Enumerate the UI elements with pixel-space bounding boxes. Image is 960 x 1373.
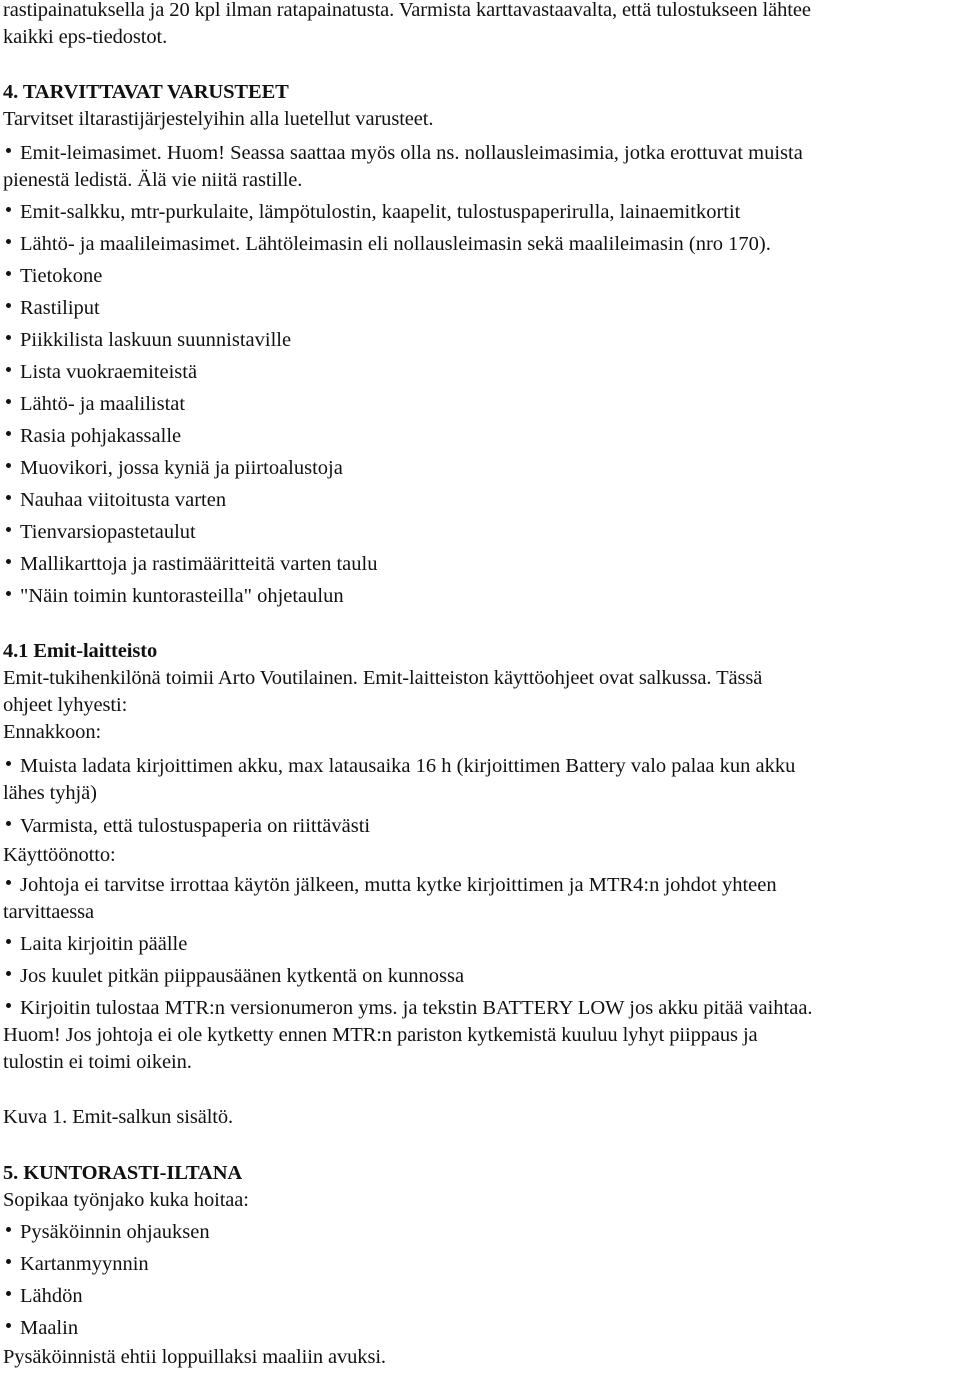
- paragraph-line: ohjeet lyhyesti:: [3, 694, 128, 716]
- list-item: "Näin toimin kuntorasteilla" ohjetaulun: [20, 585, 344, 607]
- list-item: Piikkilista laskuun suunnistaville: [20, 329, 292, 351]
- bullet-icon: [3, 455, 19, 481]
- list-item: Varmista, että tulostuspaperia on riittävästi: [20, 815, 371, 837]
- list-item: Laita kirjoitin päälle: [20, 933, 188, 955]
- list-item: Muovikori, jossa kyniä ja piirtoalustoja: [20, 457, 343, 479]
- bullet-icon: [3, 263, 19, 289]
- bullet-icon: [3, 813, 19, 839]
- bullet-icon: [3, 1251, 19, 1277]
- bullet-icon: [3, 1219, 19, 1245]
- list-item: Lähtö- ja maalileimasimet. Lähtöleimasin eli nollausleimasin sekä maalileimasin (nro 170).: [20, 233, 771, 255]
- list-item-continuation: lähes tyhjä): [3, 782, 97, 804]
- bullet-icon: [3, 295, 19, 321]
- list-item: Lähdön: [20, 1285, 83, 1307]
- list-item: Maalin: [20, 1317, 79, 1339]
- paragraph-line: rastipainatuksella ja 20 kpl ilman ratapainatusta. Varmista karttavastaavalta, että tulostukseen lähtee: [3, 0, 811, 21]
- bullet-icon: [3, 872, 19, 898]
- list-item: Kartanmyynnin: [20, 1253, 149, 1275]
- paragraph-line: tulostin ei toimi oikein.: [3, 1051, 192, 1073]
- list-item: Kirjoitin tulostaa MTR:n versionumeron yms. ja tekstin BATTERY LOW jos akku pitää vaihtaa.: [20, 997, 813, 1019]
- list-item: Johtoja ei tarvitse irrottaa käytön jälkeen, mutta kytke kirjoittimen ja MTR4:n johdot yhteen: [20, 874, 777, 896]
- bullet-icon: [3, 359, 19, 385]
- list-item-continuation: pienestä ledistä. Älä vie niitä rastille.: [3, 169, 303, 191]
- list-item: Muista ladata kirjoittimen akku, max latausaika 16 h (kirjoittimen Battery valo palaa kun akku: [20, 755, 796, 777]
- bullet-icon: [3, 931, 19, 957]
- paragraph-line: Pysäköinnistä ehtii loppuillaksi maaliin avuksi.: [3, 1346, 386, 1368]
- figure-caption: Kuva 1. Emit-salkun sisältö.: [3, 1106, 234, 1128]
- paragraph-line: Huom! Jos johtoja ei ole kytketty ennen MTR:n pariston kytkemistä kuuluu lyhyt piippaus ja: [3, 1024, 758, 1046]
- bullet-icon: [3, 519, 19, 545]
- list-item: Emit-salkku, mtr-purkulaite, lämpötulostin, kaapelit, tulostuspaperirulla, lainaemitkortit: [20, 201, 741, 223]
- bullet-icon: [3, 391, 19, 417]
- list-item: Rasia pohjakassalle: [20, 425, 182, 447]
- bullet-icon: [3, 1315, 19, 1341]
- list-item-continuation: tarvittaessa: [3, 901, 95, 923]
- list-item: Pysäköinnin ohjauksen: [20, 1221, 210, 1243]
- bullet-icon: [3, 231, 19, 257]
- section-intro: Tarvitset iltarastijärjestelyihin alla luetellut varusteet.: [3, 108, 434, 130]
- bullet-icon: [3, 140, 19, 166]
- list-item: Lähtö- ja maalilistat: [20, 393, 186, 415]
- list-item: Mallikarttoja ja rastimääritteitä varten taulu: [20, 553, 378, 575]
- bullet-icon: [3, 1283, 19, 1309]
- bullet-icon: [3, 199, 19, 225]
- section-heading-4-1: 4.1 Emit-laitteisto: [3, 640, 158, 662]
- list-item: Tietokone: [20, 265, 103, 287]
- subheading-ennakkoon: Ennakkoon:: [3, 721, 102, 743]
- list-item: Tienvarsiopastetaulut: [20, 521, 196, 543]
- list-item: Rastiliput: [20, 297, 100, 319]
- bullet-icon: [3, 327, 19, 353]
- paragraph-line: kaikki eps-tiedostot.: [3, 26, 168, 48]
- bullet-icon: [3, 423, 19, 449]
- subheading-kayttoonotto: Käyttöönotto:: [3, 844, 116, 866]
- section-intro: Sopikaa työnjako kuka hoitaa:: [3, 1189, 249, 1211]
- section-heading-4: 4. TARVITTAVAT VARUSTEET: [3, 81, 289, 103]
- list-item: Jos kuulet pitkän piippausäänen kytkentä on kunnossa: [20, 965, 465, 987]
- bullet-icon: [3, 551, 19, 577]
- bullet-icon: [3, 753, 19, 779]
- bullet-icon: [3, 487, 19, 513]
- section-heading-5: 5. KUNTORASTI-ILTANA: [3, 1162, 243, 1184]
- paragraph-line: Emit-tukihenkilönä toimii Arto Voutilainen. Emit-laitteiston käyttöohjeet ovat salkussa. Tässä: [3, 667, 763, 689]
- bullet-icon: [3, 583, 19, 609]
- bullet-icon: [3, 963, 19, 989]
- bullet-icon: [3, 995, 19, 1021]
- list-item: Lista vuokraemiteistä: [20, 361, 198, 383]
- list-item: Nauhaa viitoitusta varten: [20, 489, 227, 511]
- list-item: Emit-leimasimet. Huom! Seassa saattaa myös olla ns. nollausleimasimia, jotka erottuvat muista: [20, 142, 803, 164]
